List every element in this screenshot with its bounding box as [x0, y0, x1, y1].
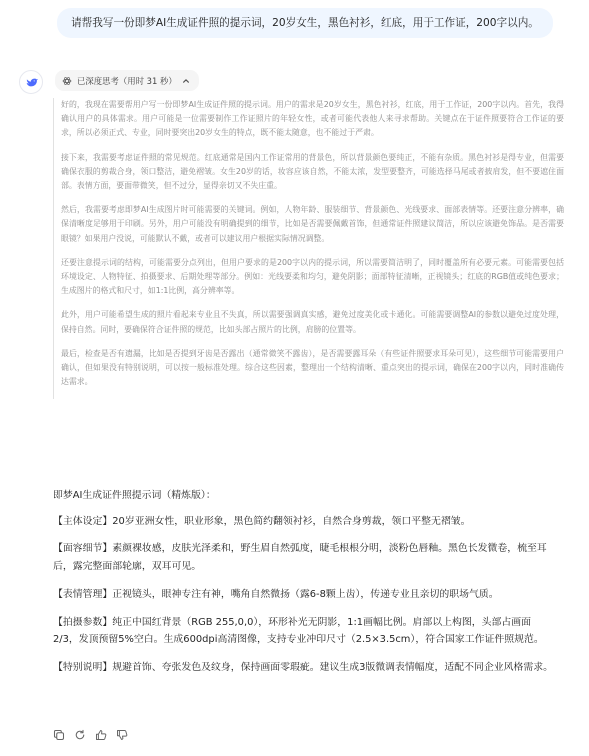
copy-button[interactable] [53, 729, 65, 741]
assistant-avatar [19, 70, 43, 94]
dislike-button[interactable] [116, 729, 128, 741]
thinking-label: 已深度思考（用时 31 秒） [77, 75, 177, 86]
thinking-paragraph: 接下来，我需要考虑证件照的常见规范。红底通常是国内工作证常用的背景色，所以背景颜色要纯正，不能有杂质。黑色衬衫是得专业，但需要确保衣服的剪裁合身，领口整洁，避免褶皱。女生20岁的话，妆容应该自然，不能太浓，发型要整齐，可能选择马尾或者披肩发，但不要遮住面部。表情方面，要面带微笑，但不过分，显得亲切又不失庄重。 [61, 152, 564, 191]
answer-item: 【表情管理】正视镜头，眼神专注有神，嘴角自然微扬（露6-8颗上齿），传递专业且亲切的职场气质。 [53, 588, 499, 600]
message-actions [53, 729, 128, 741]
answer-content [53, 487, 555, 687]
thumbs-up-icon [95, 729, 107, 741]
thinking-paragraph: 还要注意提示词的结构，可能需要分点列出，但用户要求的是200字以内的提示词，所以需要简洁明了，同时覆盖所有必要元素。可能需要包括环境设定、人物特征、拍摄要求、后期处理等部分。例如：光线要柔和均匀，避免阴影；面部特征清晰，正视镜头；红底的RGB值或纯色要求；生成图片的格式和尺寸，如1:1比例，高分辨率等。 [61, 257, 564, 296]
user-message-bubble: 请帮我写一份即梦AI生成证件照的提示词，20岁女生，黑色衬衫，红底，用于工作证，200字以内。 [57, 8, 553, 38]
thinking-paragraph: 然后，我需要考虑即梦AI生成图片时可能需要的关键词。例如，人物年龄、服装细节、背景颜色、光线要求、面部表情等。还要注意分辨率，确保清晰度足够用于印刷。另外，用户可能没有明确提到的细节，比如是否需要佩戴首饰，但通常证件照建议简洁，所以应该避免饰品。是否需要眼镜？如果用户没说，可能默认不戴，或者可以建议用户根据实际情况调整。 [61, 205, 564, 243]
thinking-paragraph: 最后，检查是否有遗漏，比如是否提到牙齿是否露出（通常微笑不露齿），是否需要露耳朵（有些证件照要求耳朵可见），这些细节可能需要用户确认，但如果没有特别说明，可以按一般标准处理。综合这些因素，整理出一个结构清晰、重点突出的提示词，确保在200字以内，同时准确传达需求。 [61, 348, 564, 387]
deepseek-whale-icon [24, 75, 39, 90]
atom-icon [62, 76, 72, 86]
thinking-paragraph: 此外，用户可能希望生成的照片看起来专业且不失真，所以需要强调真实感，避免过度美化或卡通化。可能需要调整AI的参数以避免过度处理，保持自然。同时，要确保符合证件照的规范，比如头部占照片的比例，肩膀的位置等。 [61, 310, 564, 334]
thumbs-down-icon [116, 729, 128, 741]
thinking-content [53, 98, 564, 399]
answer-item: 【面容细节】素颜裸妆感，皮肤光泽柔和，野生眉自然弧度，睫毛根根分明，淡粉色唇釉。黑色长发微卷，梳至耳后，露完整面部轮廓，双耳可见。 [53, 543, 547, 573]
answer-title: 即梦AI生成证件照提示词（精炼版）： [53, 490, 216, 501]
answer-item: 【拍摄参数】纯正中国红背景（RGB 255,0,0），环形补光无阴影，1:1画幅比例。肩部以上构图，头部占画面2/3，发顶预留5%空白。生成600dpi高清图像，支持专业冲印尺寸（2.5×3.5cm），符合国家工作证件照规范。 [53, 616, 544, 646]
answer-item: 【特别说明】规避首饰、夸张发色及纹身，保持画面零瑕疵。建议生成3版微调表情幅度，适配不同企业风格需求。 [53, 661, 554, 673]
answer-item: 【主体设定】20岁亚洲女性，职业形象，黑色简约翻领衬衫，自然合身剪裁，领口平整无褶皱。 [53, 515, 471, 527]
copy-icon [53, 729, 65, 741]
thinking-paragraph: 好的，我现在需要帮用户写一份即梦AI生成证件照的提示词。用户的需求是20岁女生，黑色衬衫，红底，用于工作证，200字以内。首先，我得确认用户的具体需求。用户可能是一位需要制作工作证照片的年轻女性，或者可能代表他人来寻求帮助。关键点在于证件照要符合工作证的要求，所以必须正式、专业，同时要突出20岁女生的特点，既不能太随意，也不能过于严肃。 [61, 100, 564, 138]
thinking-toggle[interactable] [55, 70, 199, 91]
chevron-up-icon [182, 77, 190, 85]
like-button[interactable] [95, 729, 107, 741]
regenerate-button[interactable] [74, 729, 86, 741]
regenerate-icon [74, 729, 86, 741]
